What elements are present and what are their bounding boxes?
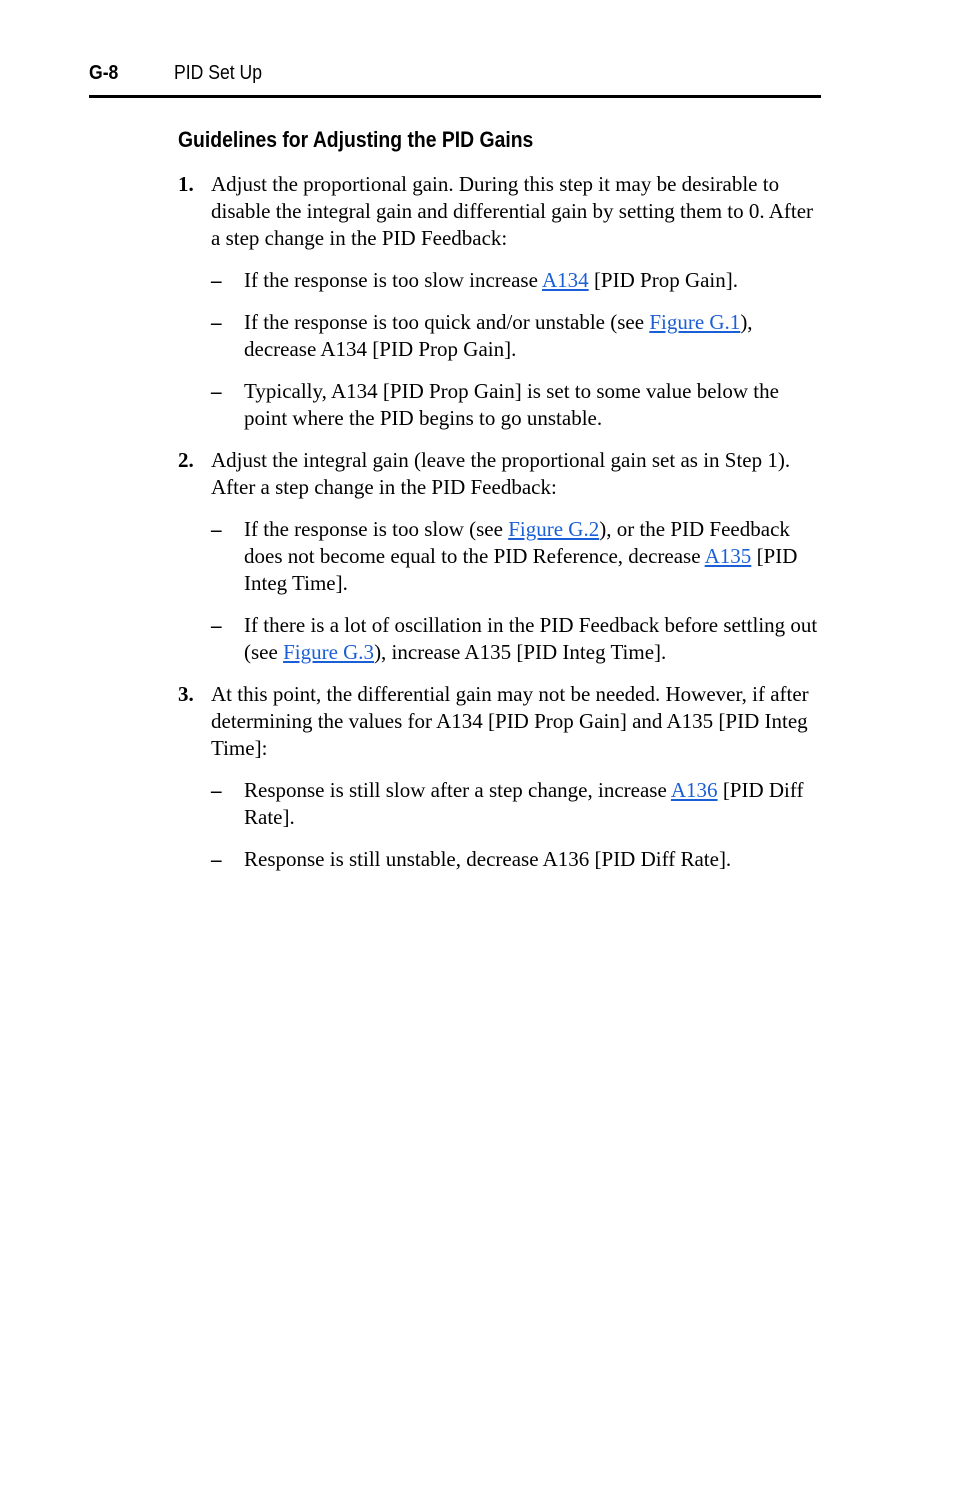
dash-marker: – xyxy=(211,613,222,637)
bullet-text: If the response is too slow (see xyxy=(244,517,509,541)
dash-marker: – xyxy=(211,310,222,334)
link-a134[interactable]: A134 xyxy=(542,268,589,292)
link-figure-g1[interactable]: Figure G.1 xyxy=(649,310,741,334)
bullet-item xyxy=(211,777,823,831)
step-1 xyxy=(178,171,823,432)
steps-list xyxy=(178,171,823,888)
bullet-text: [PID Integ Time]. xyxy=(244,544,798,595)
step-intro: At this point, the differential gain may not be needed. However, if after determining the values for A134 [PID Prop Gain] and A135 [PID Integ Time]: xyxy=(211,682,809,760)
bullet-item xyxy=(211,267,823,294)
link-figure-g3[interactable]: Figure G.3 xyxy=(283,640,375,664)
bullet-text: If there is a lot of oscillation in the PID Feedback before settling out (see xyxy=(244,613,818,664)
bullet-text: Response is still unstable, decrease A136 [PID Diff Rate]. xyxy=(244,847,732,871)
bullet-item xyxy=(211,378,823,432)
bullet-text: ), decrease A134 [PID Prop Gain]. xyxy=(244,310,753,361)
bullet-text: ), increase A135 [PID Integ Time]. xyxy=(374,640,667,664)
link-a136[interactable]: A136 xyxy=(670,778,718,802)
dash-marker: – xyxy=(211,847,222,871)
bullet-item xyxy=(211,516,823,597)
page-heading: Guidelines for Adjusting the PID Gains xyxy=(178,127,534,152)
bullet-text: Response is still slow after a step change, increase xyxy=(244,778,671,802)
step-number: 3. xyxy=(178,682,194,706)
dash-marker: – xyxy=(211,517,222,541)
dash-marker: – xyxy=(211,379,222,403)
step-intro: Adjust the integral gain (leave the proportional gain set as in Step 1). After a step change in the PID Feedback: xyxy=(211,448,791,499)
bullet-item xyxy=(211,846,823,873)
bullet-text: If the response is too slow increase xyxy=(244,268,543,292)
step-bullets xyxy=(211,516,823,666)
step-number: 1. xyxy=(178,172,194,196)
step-2 xyxy=(178,447,823,666)
step-3 xyxy=(178,681,823,873)
bullet-text: ), or the PID Feedback does not become equal to the PID Reference, decrease xyxy=(244,517,790,568)
page-number: G-8 xyxy=(89,62,119,84)
step-bullets xyxy=(211,267,823,432)
step-bullets xyxy=(211,777,823,873)
link-a135[interactable]: A135 xyxy=(704,544,752,568)
step-number: 2. xyxy=(178,448,194,472)
step-intro: Adjust the proportional gain. During this step it may be desirable to disable the integral gain and differential gain by setting them to 0. After a step change in the PID Feedback: xyxy=(211,172,814,250)
page-header xyxy=(89,60,821,98)
dash-marker: – xyxy=(211,778,222,802)
bullet-text: [PID Prop Gain]. xyxy=(588,268,739,292)
bullet-item xyxy=(211,612,823,666)
bullet-text: [PID Diff Rate]. xyxy=(244,778,804,829)
bullet-text: If the response is too quick and/or unstable (see xyxy=(244,310,650,334)
bullet-item xyxy=(211,309,823,363)
link-figure-g2[interactable]: Figure G.2 xyxy=(508,517,600,541)
section-title: PID Set Up xyxy=(174,62,263,84)
bullet-text: Typically, A134 [PID Prop Gain] is set to some value below the point where the PID begins to go unstable. xyxy=(244,379,779,430)
dash-marker: – xyxy=(211,268,222,292)
